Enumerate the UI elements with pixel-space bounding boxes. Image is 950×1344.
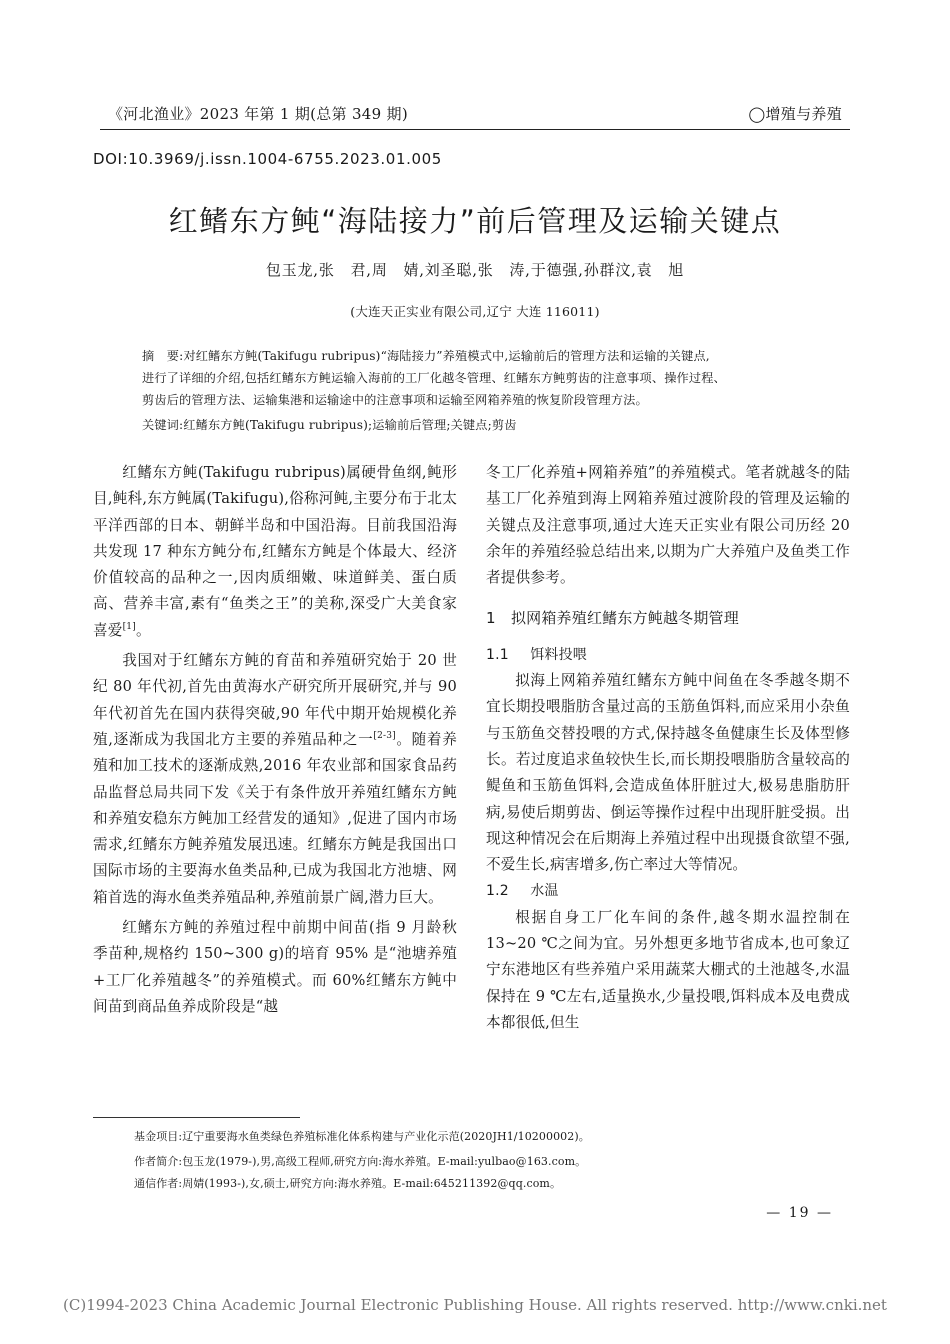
citation[interactable]: [2-3] xyxy=(373,730,396,741)
paragraph: 红鳍东方鲀的养殖过程中前期中间苗(指 9 月龄秋季苗种,规格约 150~300 g)的培育 95% 是“池塘养殖+工厂化养殖越冬”的养殖模式。而 60%红鳍东方鲀中间苗到商品鱼养成阶段是“越 xyxy=(93,919,457,1015)
footnote-rule xyxy=(93,1117,300,1118)
subsection-heading: 1.1 饵料投喂 xyxy=(486,646,588,663)
abstract-label: 摘 要: xyxy=(142,349,184,363)
paragraph: 冬工厂化养殖+网箱养殖”的养殖模式。笔者就越冬的陆基工厂化养殖到海上网箱养殖过渡阶段的管理及运输的关键点及注意事项,通过大连天正实业有限公司历经 20 余年的养殖经验总结出来,以期为广大养殖户及鱼类工作者提供参考。 xyxy=(486,464,850,587)
footnote-fund: 基金项目:辽宁重要海水鱼类绿色养殖标准化体系构建与产业化示范(2020JH1/10200002)。 xyxy=(134,1130,590,1143)
abstract xyxy=(142,345,832,411)
abstract-line: 进行了详细的介绍,包括红鳍东方鲀运输入海前的工厂化越冬管理、红鳍东方鲀剪齿的注意事项、操作过程、 xyxy=(142,371,726,385)
body-left-column xyxy=(93,460,457,1020)
keywords xyxy=(142,414,832,436)
citation[interactable]: [1] xyxy=(122,621,136,632)
paragraph: 拟海上网箱养殖红鳍东方鲀中间鱼在冬季越冬期不宜长期投喂脂肪含量过高的玉筋鱼饵料,而应采用小杂鱼与玉筋鱼交替投喂的方式,保持越冬鱼健康生长及体型修长。若过度追求鱼较快生长,而长期投喂脂肪含量较高的鳀鱼和玉筋鱼饵料,会造成鱼体肝脏过大,极易患脂肪肝病,易使后期剪齿、倒运等操作过程中出现肝脏受损。出现这种情况会在后期海上养殖过程中出现摄食欲望不强,不爱生长,病害增多,伤亡率过大等情况。 xyxy=(486,672,850,874)
doi: DOI:10.3969/j.issn.1004-6755.2023.01.005 xyxy=(93,150,442,168)
paper-title: 红鳍东方鲀“海陆接力”前后管理及运输关键点 xyxy=(168,204,782,238)
subsection-heading: 1.2 水温 xyxy=(486,883,559,900)
keywords-label: 关键词: xyxy=(142,418,184,432)
paragraph: 根据自身工厂化车间的条件,越冬期水温控制在 13~20 ℃之间为宜。另外想更多地节省成本,也可象辽宁东港地区有些养殖户采用蔬菜大棚式的土池越冬,水温保持在 9 ℃左右,适量换水,少量投喂,饵料成本及电费成本都很低,但生 xyxy=(486,908,850,1031)
page-number: — 19 — xyxy=(766,1205,833,1221)
abstract-line: 对红鳍东方鲀(Takifugu rubripus)“海陆接力”养殖模式中,运输前后的管理方法和运输的关键点, xyxy=(183,349,710,363)
footnote-author: 作者简介:包玉龙(1979-),男,高级工程师,研究方向:海水养殖。E-mail:yulbao@163.com。 xyxy=(134,1155,587,1168)
footnote-corresponding: 通信作者:周婧(1993-),女,硕士,研究方向:海水养殖。E-mail:645211392@qq.com。 xyxy=(134,1177,562,1190)
affiliation: (大连天正实业有限公司,辽宁 大连 116011) xyxy=(350,304,600,319)
paragraph: 红鳍东方鲀(Takifugu rubripus)属硬骨鱼纲,鲀形目,鲀科,东方鲀属(Takifugu),俗称河鲀,主要分布于北太平洋西部的日本、朝鲜半岛和中国沿海。目前我国沿海共发现 17 种东方鲀分布,红鳍东方鲀是个体最大、经济价值较高的品种之一,因肉质细嫩、味道鲜美、蛋白质高、营养丰富,素有“鱼类之王”的美称,深受广大美食家喜爱[1]。 xyxy=(93,464,457,639)
header-rule xyxy=(100,129,850,130)
paragraph: 我国对于红鳍东方鲀的育苗和养殖研究始于 20 世纪 80 年代初,首先由黄海水产研究所开展研究,并与 90 年代初首先在国内获得突破,90 年代中期开始规模化养殖,逐渐成为我国北方主要的养殖品种之一[2-3]。随着养殖和加工技术的逐渐成熟,2016 年农业部和国家食品药品监督总局共同下发《关于有条件放开养殖红鳍东方鲀和养殖安稳东方鲀加工经营发的通知》,促进了国内市场需求,红鳍东方鲀养殖发展迅速。红鳍东方鲀是我国出口国际市场的主要海水鱼类品种,已成为我国北方池塘、网箱首选的海水鱼类养殖品种,养殖前景广阔,潜力巨大。 xyxy=(93,652,457,906)
keywords-text: 红鳍东方鲀(Takifugu rubripus);运输前后管理;关键点;剪齿 xyxy=(183,418,517,432)
journal-header: 《河北渔业》2023 年第 1 期(总第 349 期) xyxy=(108,105,408,123)
copyright-footer: (C)1994-2023 China Academic Journal Electronic Publishing House. All rights reserved. http://www.cnki.net xyxy=(63,1296,887,1314)
abstract-line: 剪齿后的管理方法、运输集港和运输途中的注意事项和运输至网箱养殖的恢复阶段管理方法。 xyxy=(142,393,648,407)
body-right-column xyxy=(486,460,850,1036)
section-heading: 1 拟网箱养殖红鳍东方鲀越冬期管理 xyxy=(486,609,739,628)
section-label: ◯增殖与养殖 xyxy=(748,105,842,123)
authors: 包玉龙,张 君,周 婧,刘圣聪,张 涛,于德强,孙群汶,袁 旭 xyxy=(265,261,685,279)
